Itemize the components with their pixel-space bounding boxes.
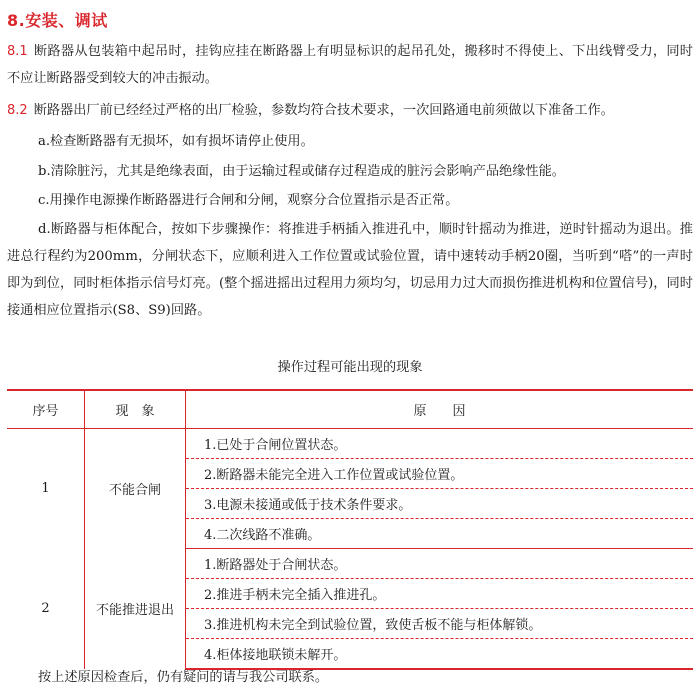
paragraph-8-2 — [7, 97, 693, 124]
table-row — [7, 549, 693, 579]
row-index: 2 — [7, 549, 85, 670]
row-phenomenon: 不能合闸 — [85, 429, 186, 549]
paragraph-number: 8.2 — [7, 103, 28, 118]
row-reason: 3.推进机构未完全到试验位置，致使舌板不能与柜体解锁。 — [186, 609, 694, 639]
step-b: b.清除脏污，尤其是绝缘表面，由于运输过程或储存过程造成的脏污会影响产品绝缘性能。 — [38, 164, 565, 179]
table-title: 操作过程可能出现的现象 — [277, 360, 423, 375]
paragraph-number: 8.1 — [7, 44, 28, 59]
table-header-row — [7, 390, 693, 429]
paragraph-text: 断路器出厂前已经经过严格的出厂检验，参数均符合技术要求，一次回路通电前须做以下准备工作。 — [33, 103, 614, 118]
row-reason: 2.断路器未能完全进入工作位置或试验位置。 — [186, 459, 694, 489]
header-phenomenon: 现 象 — [85, 390, 186, 429]
paragraph-8-1 — [7, 38, 693, 92]
section-heading: 8.安装、调试 — [7, 11, 108, 30]
row-reason: 4.柜体接地联锁未解开。 — [186, 639, 694, 670]
step-a: a.检查断路器有无损坏，如有损坏请停止使用。 — [38, 134, 314, 149]
paragraph-text: 断路器从包装箱中起吊时，挂钩应挂在断路器上有明显标识的起吊孔处，搬移时不得使上、下出线臂受力，同时不应让断路器受到较大的冲击振动。 — [7, 44, 693, 86]
row-reason: 3.电源未接通或低于技术条件要求。 — [186, 489, 694, 519]
phenomena-table — [7, 389, 693, 670]
row-reason: 2.推进手柄未完全插入推进孔。 — [186, 579, 694, 609]
row-reason: 1.已处于合闸位置状态。 — [186, 429, 694, 459]
table-row — [7, 429, 693, 459]
step-c: c.用操作电源操作断路器进行合闸和分闸，观察分合位置指示是否正常。 — [38, 193, 459, 208]
row-phenomenon: 不能推进退出 — [85, 549, 186, 670]
row-reason: 1.断路器处于合闸状态。 — [186, 549, 694, 579]
row-index: 1 — [7, 429, 85, 549]
header-reason: 原 因 — [186, 390, 694, 429]
footer-note: 按上述原因检查后，仍有疑问的请与我公司联系。 — [38, 670, 329, 685]
row-reason: 4.二次线路不准确。 — [186, 519, 694, 549]
step-d: d.断路器与柜体配合，按如下步骤操作：将推进手柄插入推进孔中，顺时针摇动为推进，逆时针摇动为退出。推进总行程约为200mm，分闸状态下，应顺利进入工作位置或试验位置，请中速转动手柄20圈，当听到“嗒”的一声时即为到位，同时柜体指示信号灯亮。(整个摇进摇出过程用力须均匀，切忌用力过大而损伤推进机构和位置信号)，同时接通相应位置指示(S8、S9)回路。 — [7, 222, 693, 318]
header-index: 序号 — [7, 390, 85, 429]
